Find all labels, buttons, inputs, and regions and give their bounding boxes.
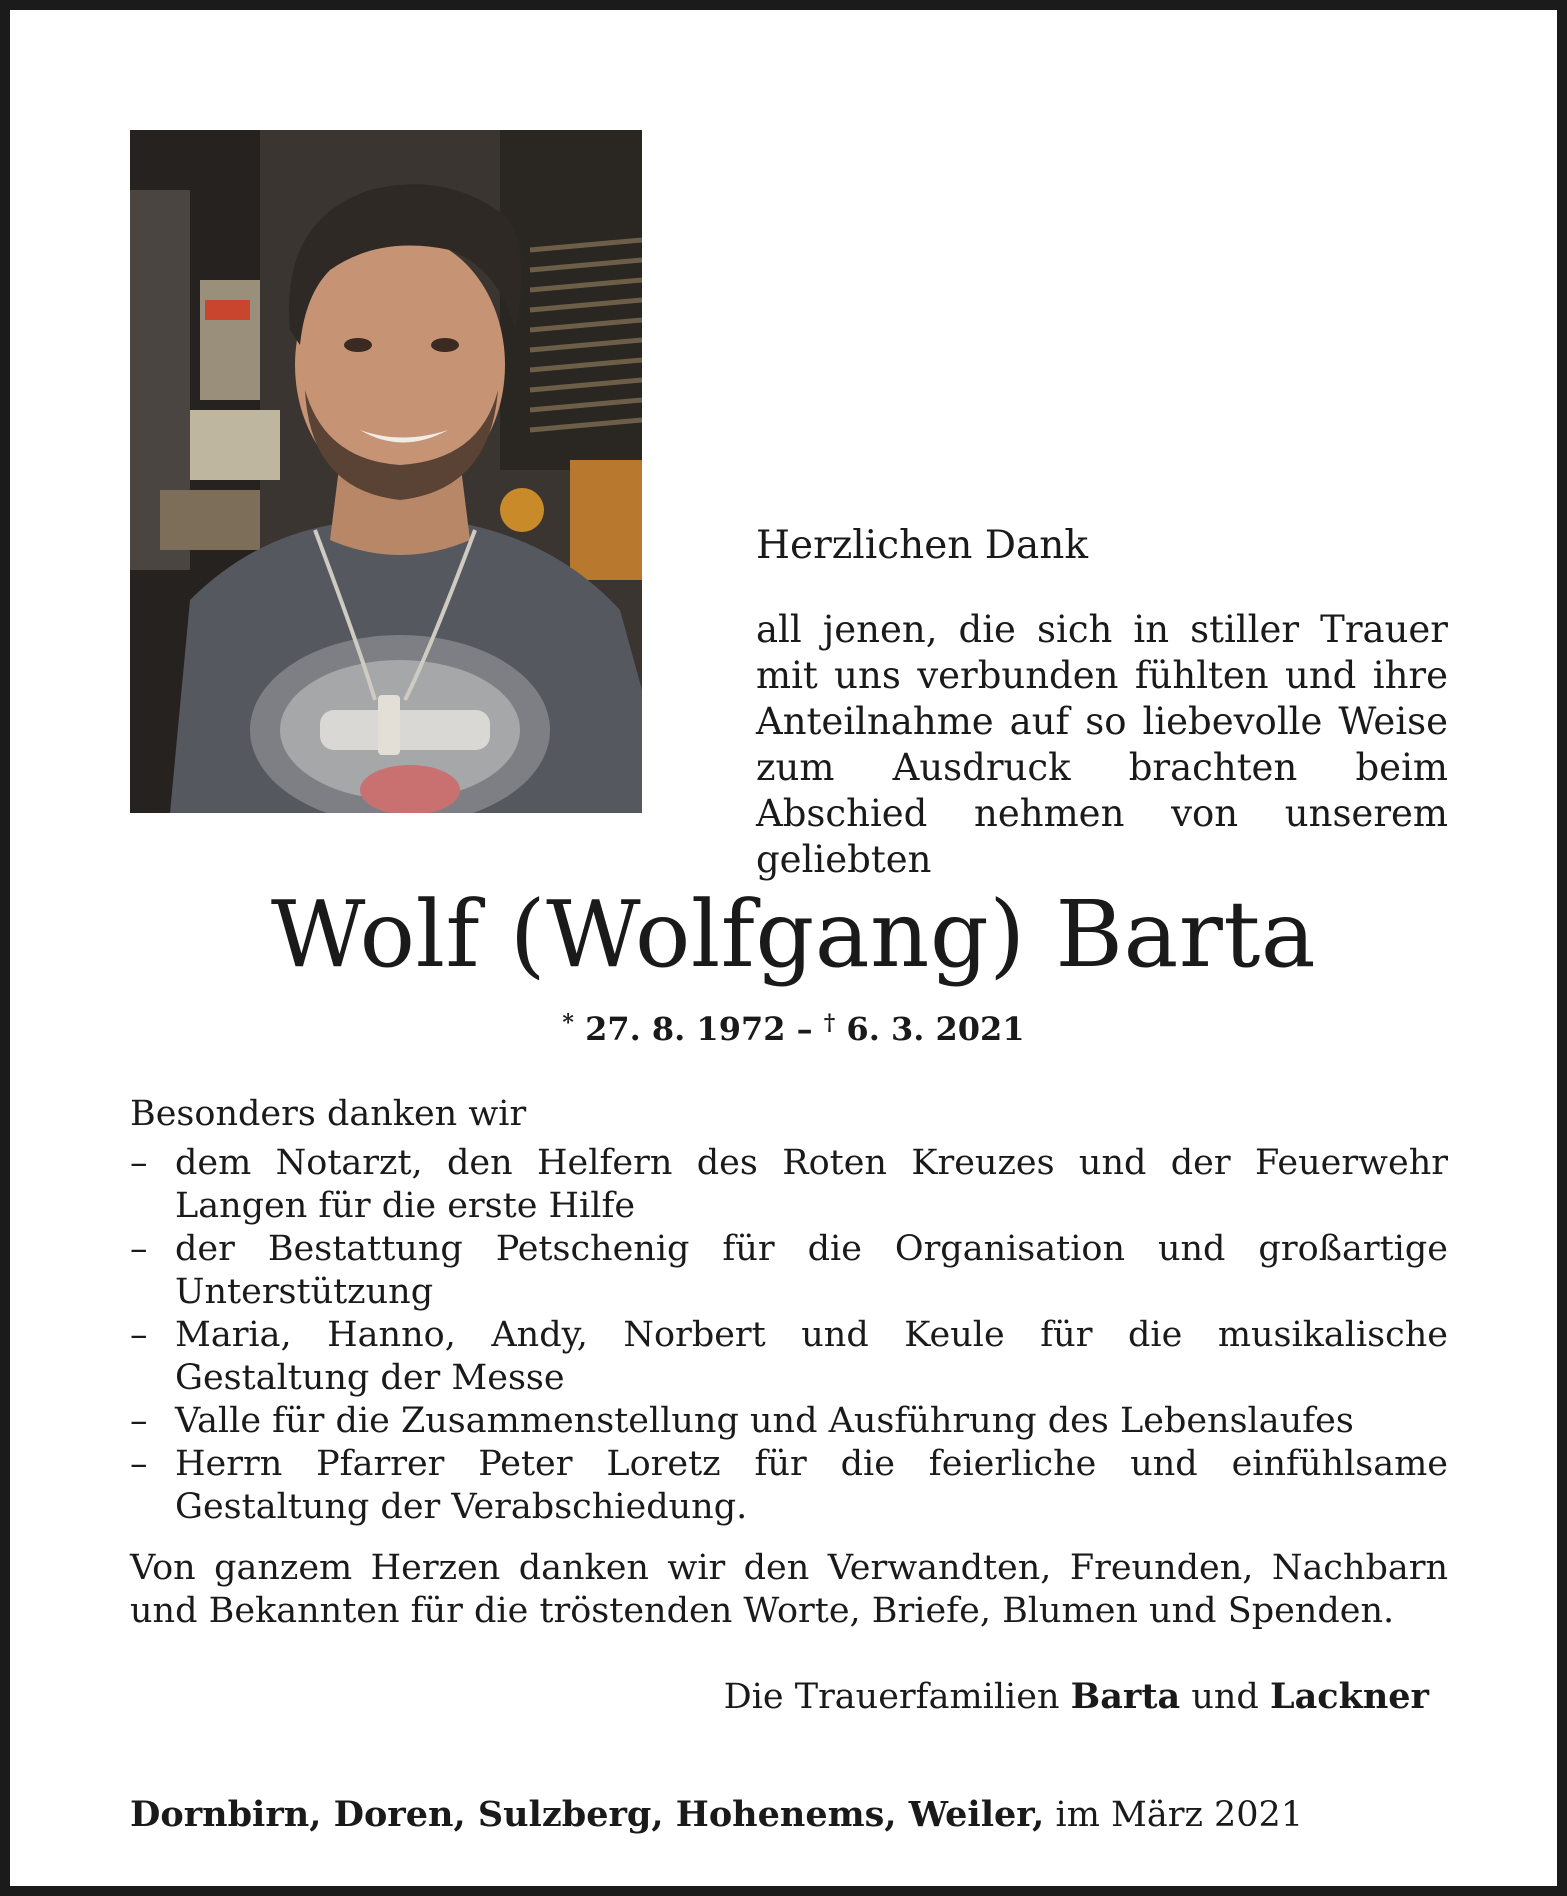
list-item: – Maria, Hanno, Andy, Norbert und Keule für die musikalische Gestaltung der Messe xyxy=(130,1314,1448,1400)
signature-prefix: Die Trauerfamilien xyxy=(723,1677,1060,1717)
thanks-block xyxy=(756,523,1448,883)
signature xyxy=(724,1675,1429,1719)
list-item: – der Bestattung Petschenig für die Organisation und großartige Unterstützung xyxy=(130,1228,1448,1314)
list-item: – dem Notarzt, den Helfern des Roten Kreuzes und der Feuerwehr Langen für die erste Hilfe xyxy=(130,1142,1448,1228)
deceased-name: Wolf (Wolfgang) Barta xyxy=(270,881,1317,988)
special-thanks-section xyxy=(130,1093,1448,1633)
family-name-barta: Barta xyxy=(1070,1676,1181,1717)
footer-places: Dornbirn, Doren, Sulzberg, Hohenems, Weiler, xyxy=(130,1794,1045,1835)
death-date: 6. 3. 2021 xyxy=(846,1010,1025,1048)
date-separator: – xyxy=(796,1010,813,1048)
death-symbol: † xyxy=(823,1010,836,1036)
life-dates xyxy=(10,1010,1567,1048)
signature-conjunction: und xyxy=(1191,1677,1259,1717)
thanks-heading: Herzlichen Dank xyxy=(756,523,1089,568)
portrait-photo xyxy=(130,130,642,813)
special-thanks-intro: Besonders danken wir xyxy=(130,1094,527,1134)
list-item: – Valle für die Zusammenstellung und Ausführung des Lebenslaufes xyxy=(130,1400,1448,1443)
birth-symbol: * xyxy=(562,1010,574,1036)
footer-date: im März 2021 xyxy=(1055,1795,1304,1835)
family-name-lackner: Lackner xyxy=(1269,1676,1429,1717)
closing-paragraph: Von ganzem Herzen danken wir den Verwandten, Freunden, Nachbarn und Bekannten für die tröstenden Worte, Briefe, Blumen und Spenden. xyxy=(130,1548,1448,1631)
special-thanks-list xyxy=(130,1142,1448,1529)
list-item: – Herrn Pfarrer Peter Loretz für die feierliche und einfühlsame Gestaltung der Verabschiedung. xyxy=(130,1443,1448,1529)
birth-date: 27. 8. 1972 xyxy=(585,1010,786,1048)
footer-location-date xyxy=(130,1793,1303,1837)
thanks-text: all jenen, die sich in stiller Trauer mit uns verbunden fühlten und ihre Anteilnahme auf so liebevolle Weise zum Ausdruck brachten beim Abschied nehmen von unserem geliebten xyxy=(756,608,1448,881)
